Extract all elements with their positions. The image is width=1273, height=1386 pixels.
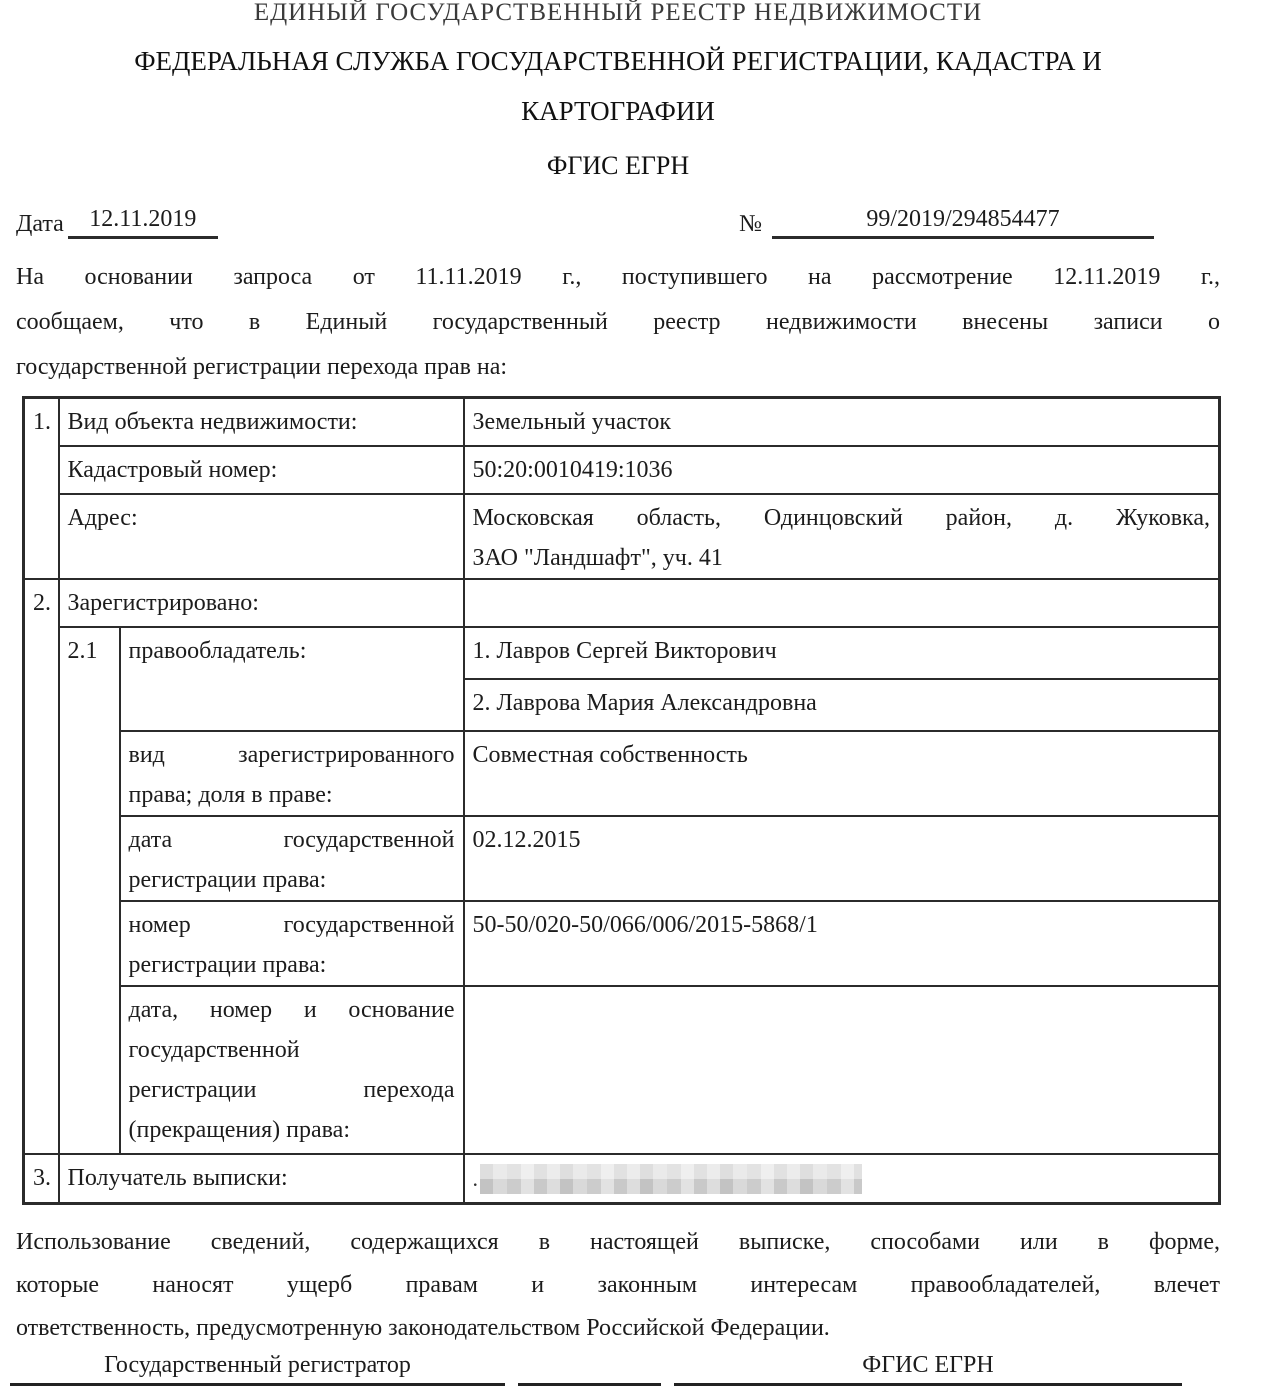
transfer-value-empty	[464, 986, 1220, 1154]
warning-paragraph: Использование сведений, содержащихся в настоящей выписке, способами или в форме, которые наносят ущерб правам и законным интересам правообладателей, влечет ответственность, предусмотренную законодательством Российской Федерации.	[16, 1229, 1220, 1341]
table-row	[24, 398, 1220, 446]
agency-title-line2: КАРТОГРАФИИ	[521, 96, 715, 126]
recipient-value	[464, 1154, 1220, 1204]
redacted-pixelated-block	[480, 1164, 862, 1194]
signature-row	[16, 1352, 1220, 1386]
date-value: 12.11.2019	[68, 204, 218, 239]
redacted-wrap	[473, 1158, 1211, 1200]
reg-number-label: номер государственной регистрации права:	[120, 901, 464, 986]
right-type-label: вид зарегистрированного права; доля в праве:	[120, 731, 464, 816]
rightholder-value-2: 2. Лаврова Мария Александровна	[464, 679, 1220, 731]
object-type-value: Земельный участок	[464, 398, 1220, 446]
intro-paragraph: На основании запроса от 11.11.2019 г., поступившего на рассмотрение 12.11.2019 г., сообщаем, что в Единый государственный реестр недвижимости внесены записи о государственной регистрации перехода прав на:	[16, 264, 1220, 380]
table-row	[24, 731, 1220, 816]
table-row	[24, 446, 1220, 494]
table-row	[24, 1154, 1220, 1204]
date-label: Дата	[16, 211, 64, 237]
table-row	[24, 627, 1220, 679]
date-number-row	[16, 204, 1220, 239]
registered-label: Зарегистрировано:	[59, 579, 464, 627]
rightholder-label: правообладатель:	[120, 627, 464, 731]
row-number-3: 3.	[24, 1154, 59, 1204]
table-row	[24, 494, 1220, 579]
signature-middle-line	[518, 1378, 661, 1386]
object-type-label: Вид объекта недвижимости:	[59, 398, 464, 446]
table-row	[24, 986, 1220, 1154]
recipient-label: Получатель выписки:	[59, 1154, 464, 1204]
table-row	[24, 816, 1220, 901]
address-value: Московская область, Одинцовский район, д. Жуковка, ЗАО "Ландшафт", уч. 41	[464, 494, 1220, 579]
reg-date-label: дата государственной регистрации права:	[120, 816, 464, 901]
agency-title-line1: ФЕДЕРАЛЬНАЯ СЛУЖБА ГОСУДАРСТВЕННОЙ РЕГИСТРАЦИИ, КАДАСТРА И	[134, 46, 1102, 76]
cadastral-label: Кадастровый номер:	[59, 446, 464, 494]
redacted-dot: .	[472, 1165, 479, 1191]
rightholder-value-1: 1. Лавров Сергей Викторович	[464, 627, 1220, 679]
system-title: ФГИС ЕГРН	[546, 151, 690, 180]
number-group	[739, 204, 1154, 239]
row-number-2-1: 2.1	[59, 627, 120, 1154]
agency-title	[16, 36, 1220, 136]
row-number-2: 2.	[24, 579, 59, 1154]
top-clipped-text: ЕДИНЫЙ ГОСУДАРСТВЕННЫЙ РЕЕСТР НЕДВИЖИМОСТИ	[253, 0, 983, 26]
transfer-label: дата, номер и основание государственной регистрации перехода (прекращения) права:	[120, 986, 464, 1154]
table-row	[24, 901, 1220, 986]
reg-date-value: 02.12.2015	[464, 816, 1220, 901]
cadastral-value: 50:20:0010419:1036	[464, 446, 1220, 494]
right-type-value: Совместная собственность	[464, 731, 1220, 816]
table-row	[24, 579, 1220, 627]
signature-fgis-line: ФГИС ЕГРН	[674, 1352, 1182, 1386]
number-label: №	[739, 211, 762, 237]
number-value: 99/2019/294854477	[772, 204, 1154, 239]
registered-value-empty	[464, 579, 1220, 627]
top-clipped-line	[16, 0, 1220, 26]
reg-number-value: 50-50/020-50/066/006/2015-5868/1	[464, 901, 1220, 986]
signature-registrar-line: Государственный регистратор	[10, 1352, 505, 1386]
egrn-table	[22, 396, 1221, 1205]
row-number-1: 1.	[24, 398, 59, 579]
address-label: Адрес:	[59, 494, 464, 579]
